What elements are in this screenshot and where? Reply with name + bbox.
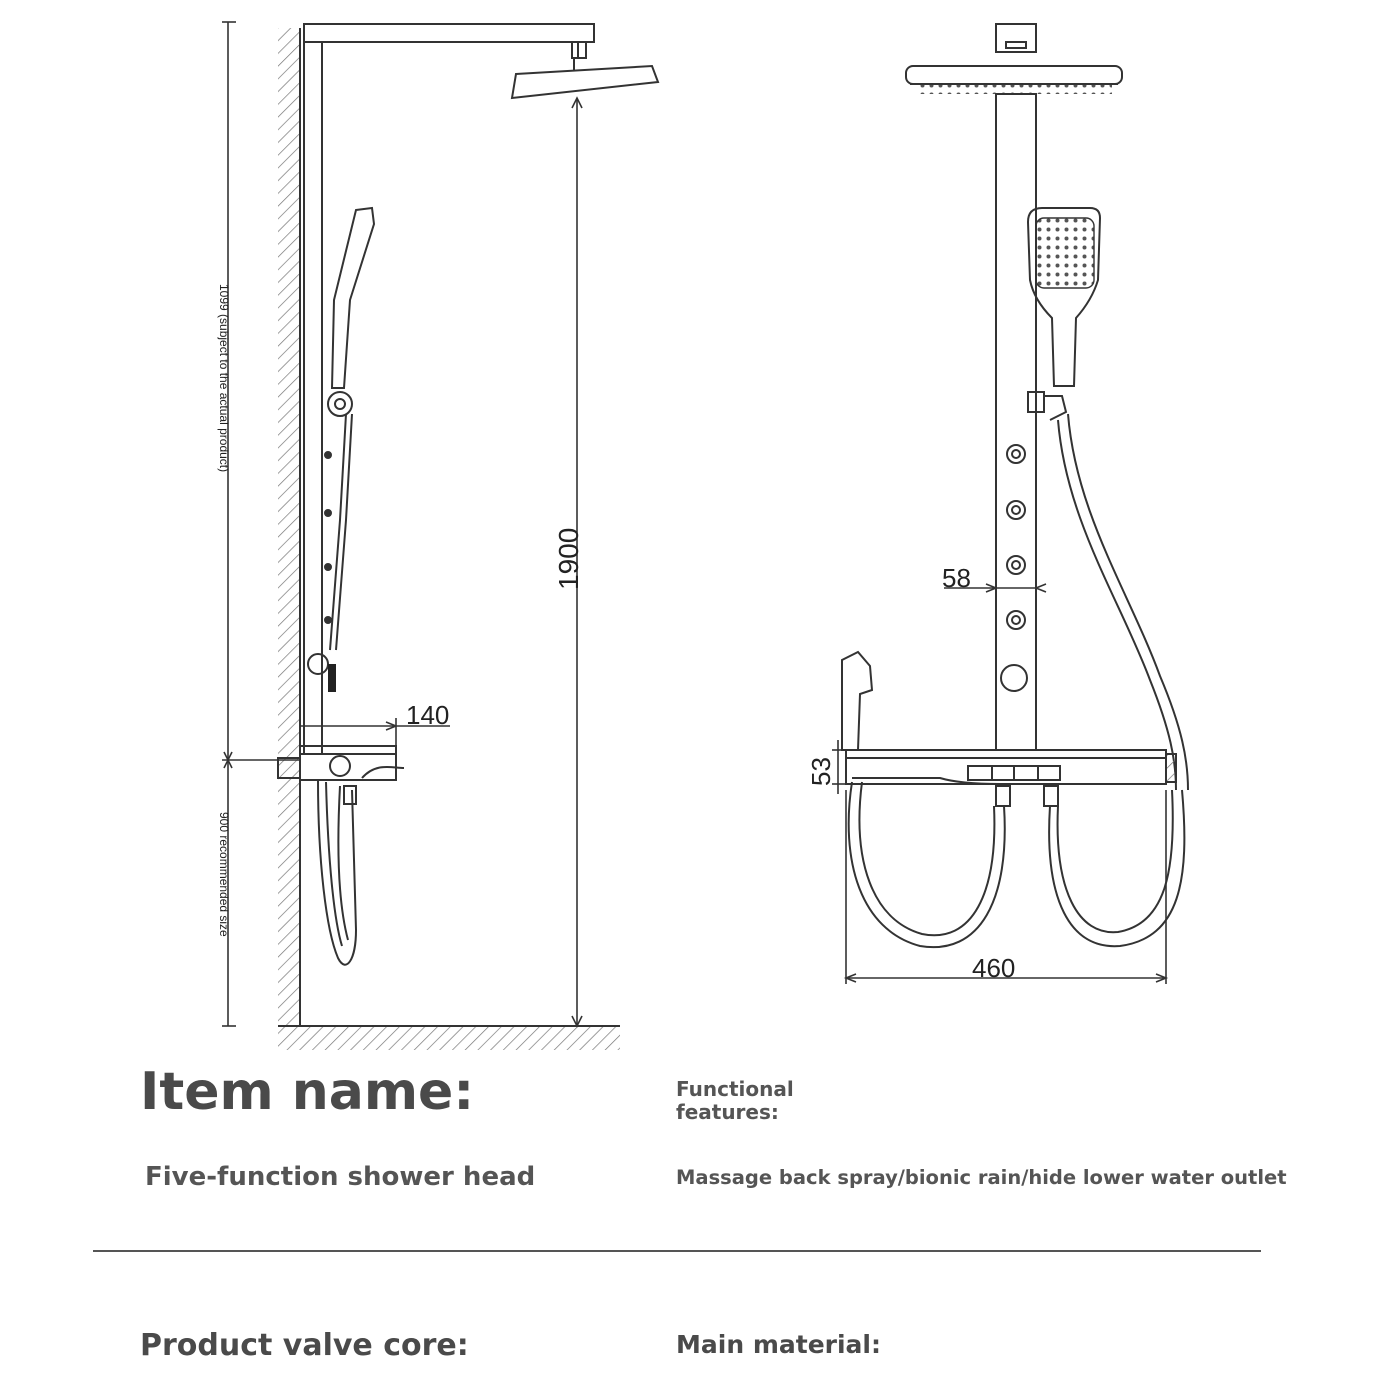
jet-1 [1007, 445, 1025, 463]
wall-hatch [278, 28, 300, 1026]
shower-column [304, 42, 322, 754]
dim-900-note: 900 recommended size [217, 812, 231, 937]
material-label: Main material: [676, 1330, 881, 1359]
section-divider [93, 1250, 1261, 1252]
features-value: Massage back spray/bionic rain/hide lower water outlet [676, 1166, 1287, 1189]
rain-head-side [512, 66, 658, 98]
top-arm [304, 24, 594, 42]
jet-2 [1007, 501, 1025, 519]
item-name-value: Five-function shower head [145, 1162, 536, 1192]
rain-head-front [906, 66, 1122, 84]
front-hose-left [849, 782, 1005, 947]
dim-140: 140 [406, 700, 450, 730]
bidet-sprayer [842, 652, 872, 750]
jet-4 [1007, 611, 1025, 629]
shelf-knob [330, 756, 350, 776]
front-hose [1058, 420, 1176, 790]
floor-hatch [278, 1026, 620, 1050]
item-name-label: Item name: [140, 1062, 475, 1122]
bottom-hose-left [318, 780, 356, 965]
front-view [842, 24, 1188, 947]
dim-1099-note: 1099 (subject to the actual product) [217, 284, 231, 473]
hand-shower-side [332, 208, 374, 388]
front-hose-right [1049, 790, 1184, 946]
dim-58: 58 [942, 563, 971, 593]
dim-460: 460 [972, 953, 1016, 983]
dim-53: 53 [806, 757, 836, 786]
dim-1900: 1900 [553, 527, 584, 590]
front-knob [1001, 665, 1027, 691]
features-label: Functional features: [676, 1077, 794, 1124]
jet-3 [1007, 556, 1025, 574]
side-view [278, 24, 658, 1050]
valve-core-label: Product valve core: [140, 1328, 469, 1363]
holder-knob [328, 392, 352, 416]
shelf-side [300, 746, 396, 780]
side-knob [308, 654, 328, 674]
side-dimensions [222, 22, 582, 1026]
front-column [996, 94, 1036, 750]
